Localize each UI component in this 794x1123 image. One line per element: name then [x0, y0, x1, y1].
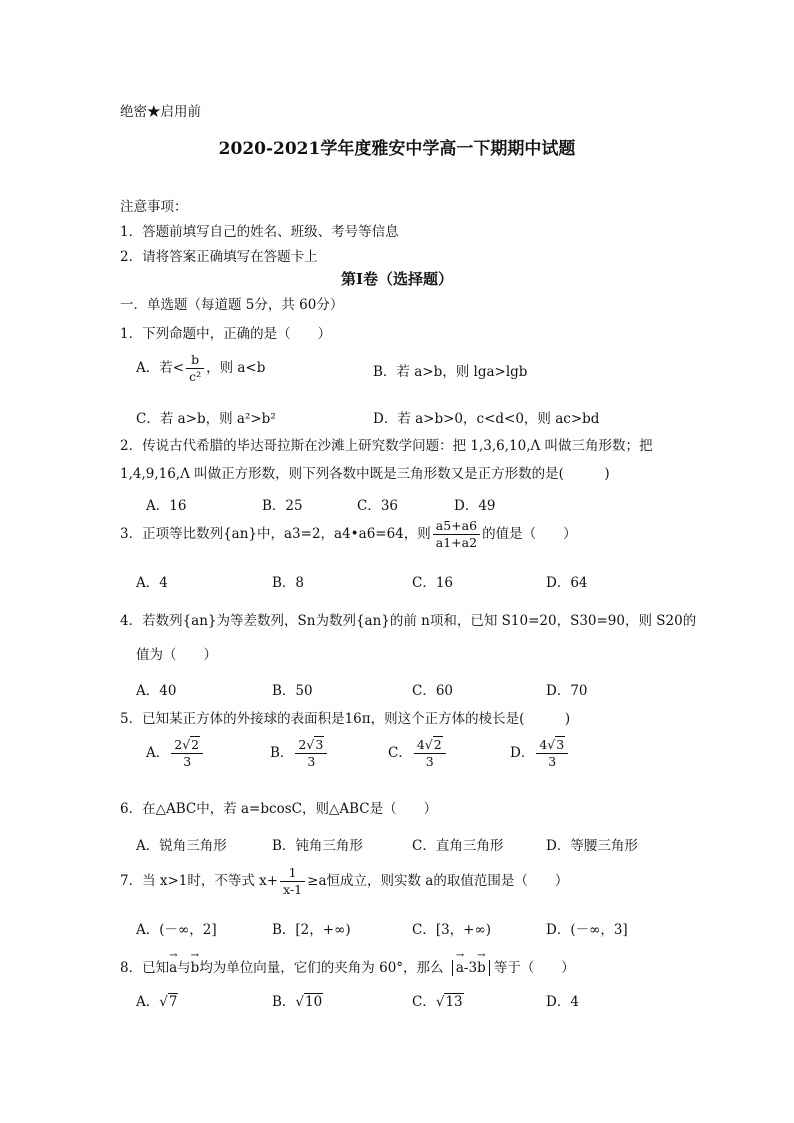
q5-a-den: 3: [171, 753, 203, 770]
q5-c-label: C．: [388, 745, 412, 761]
q8-option-d: D．4: [546, 994, 579, 1010]
q1-a-prefix: A．若<: [136, 360, 185, 376]
q7-option-b: B．[2，+∞): [272, 922, 351, 938]
q6-option-d: D．等腰三角形: [546, 838, 638, 854]
q8-abs-op: -3: [463, 960, 478, 976]
q5-option-c: [388, 737, 448, 770]
q1-a-den: c²: [186, 368, 204, 385]
q5-c-coef: 4: [416, 737, 425, 752]
q7-option-d: D．(－∞，3]: [546, 922, 628, 938]
q7-option-a: A．(－∞，2]: [136, 922, 217, 938]
q8-c-rad: 13: [445, 994, 463, 1010]
q1-a-fraction: [186, 352, 204, 385]
q1-option-b: B．若 a>b，则 lga>lgb: [373, 364, 528, 380]
q3-option-c: C．16: [412, 575, 454, 591]
confidential-label: 绝密★启用前: [120, 104, 201, 120]
note-item-1: 1．答题前填写自己的姓名、班级、考号等信息: [120, 224, 399, 240]
q4-stem-line2: 值为（ ）: [136, 647, 217, 663]
q5-option-a: [146, 737, 205, 770]
q1-option-d: D．若 a>b>0，c<d<0，则 ac>bd: [373, 411, 600, 427]
q8-b-label: B．: [272, 994, 296, 1010]
q7-stem-prefix: 7．当 x>1时，不等式 x+: [120, 873, 279, 889]
q3-option-a: A．4: [136, 575, 168, 591]
q7-stem-suffix: ≥a恒成立，则实数 a的取值范围是（ ）: [307, 873, 569, 889]
q5-b-rad: 3: [315, 737, 324, 752]
q7-option-c: C．[3，+∞): [412, 922, 492, 938]
q5-b-label: B．: [270, 745, 294, 761]
q8-a-label: A．: [136, 994, 160, 1010]
q4-stem-line1: 4．若数列{an}为等差数列，Sn为数列{an}的前 n项和，已知 S10=20，S30=90，则 S20的: [120, 613, 697, 629]
q5-c-rad: 2: [433, 737, 442, 752]
q1-option-a: [136, 352, 265, 385]
q3-option-d: D．64: [546, 575, 588, 591]
q6-option-b: B．钝角三角形: [272, 838, 363, 854]
q7-fraction: [280, 865, 305, 898]
q2-option-b: B．25: [262, 498, 303, 514]
q5-b-fraction: $\frac{2√3}{3}$: [295, 737, 327, 770]
q5-d-rad: 3: [556, 737, 565, 752]
q5-option-b: [270, 737, 329, 770]
part-heading: 一．单选题（每道题 5分，共 60分）: [120, 297, 344, 313]
q1-option-c: C．若 a>b，则 a²>b²: [136, 411, 276, 427]
q5-a-fraction: $\frac{2√2}{3}$: [171, 737, 203, 770]
q8-vector-b: → b: [191, 960, 200, 976]
q2-option-a: A．16: [146, 498, 187, 514]
q5-c-fraction: $\frac{4√2}{3}$: [414, 737, 446, 770]
q2-option-d: D．49: [454, 498, 496, 514]
q8-stem: [120, 956, 575, 976]
q6-stem: 6．在△ABC中，若 a=bcosC，则△ABC是（ ）: [120, 801, 438, 817]
q5-a-label: A．: [146, 745, 170, 761]
q8-option-b: B．√10: [272, 994, 323, 1010]
q3-den: a1+a2: [433, 534, 480, 551]
notes-heading: 注意事项：: [120, 199, 188, 215]
q5-d-label: D．: [510, 745, 535, 761]
q8-b-rad: 10: [305, 994, 323, 1010]
q8-abs-expression: [452, 960, 490, 976]
q8-a-rad: 7: [168, 994, 178, 1010]
q8-stem-prefix: 8．已知: [120, 960, 170, 976]
q8-and: 与: [177, 960, 191, 976]
q5-d-den: 3: [536, 753, 568, 770]
page-title: 2020-2021学年度雅安中学高一下期期中试题: [218, 139, 576, 159]
q8-option-c: C．√13: [412, 994, 463, 1010]
q5-stem: 5．已知某正方体的外接球的表面积是16π，则这个正方体的棱长是( ): [120, 711, 571, 727]
q1-a-num: b: [191, 352, 200, 367]
q2-option-c: C．36: [357, 498, 399, 514]
q7-num: 1: [288, 865, 297, 880]
q5-d-fraction: $\frac{4√3}{3}$: [536, 737, 568, 770]
q4-option-d: D．70: [546, 683, 588, 699]
q4-option-c: C．60: [412, 683, 454, 699]
q5-b-den: 3: [295, 753, 327, 770]
q5-a-rad: 2: [191, 737, 200, 752]
q3-stem-suffix: 的值是（ ）: [482, 526, 577, 542]
q8-abs-vector-b: → b: [477, 960, 486, 976]
q5-d-coef: 4: [539, 737, 548, 752]
q1-a-suffix: ，则 a<b: [206, 360, 266, 376]
section-title: 第I卷（选择题）: [340, 270, 454, 288]
q7-den: x-1: [280, 881, 305, 898]
note-item-2: 2．请将答案正确填写在答题卡上: [120, 249, 318, 265]
q8-vector-a: → a: [169, 960, 177, 976]
q5-c-den: 3: [414, 753, 446, 770]
q6-option-a: A．锐角三角形: [136, 838, 227, 854]
q7-stem: [120, 865, 568, 898]
q6-option-c: C．直角三角形: [412, 838, 504, 854]
q8-stem-middle: 均为单位向量，它们的夹角为 60°，那么: [199, 960, 444, 976]
q3-num: a5+a6: [435, 518, 478, 533]
q8-stem-suffix: 等于（ ）: [493, 960, 575, 976]
q5-option-d: [510, 737, 570, 770]
q1-stem: 1．下列命题中，正确的是（ ）: [120, 326, 332, 342]
q3-fraction: [433, 518, 480, 551]
q4-option-b: B．50: [272, 683, 313, 699]
q2-stem-line1: 2．传说古代希腊的毕达哥拉斯在沙滩上研究数学问题：把 1,3,6,10,Λ 叫做三角形数；把: [120, 438, 653, 454]
q8-c-label: C．: [412, 994, 436, 1010]
q2-stem-line2: 1,4,9,16,Λ 叫做正方形数，则下列各数中既是三角形数又是正方形数的是( ): [120, 466, 610, 482]
q8-abs-vector-a: → a: [456, 960, 464, 976]
q5-b-coef: 2: [298, 737, 307, 752]
q3-stem: [120, 518, 577, 551]
q4-option-a: A．40: [136, 683, 177, 699]
q3-option-b: B．8: [272, 575, 305, 591]
q8-option-a: A．√7: [136, 994, 178, 1010]
q5-a-coef: 2: [174, 737, 183, 752]
q3-stem-prefix: 3．正项等比数列{an}中，a3=2，a4•a6=64，则: [120, 526, 431, 542]
